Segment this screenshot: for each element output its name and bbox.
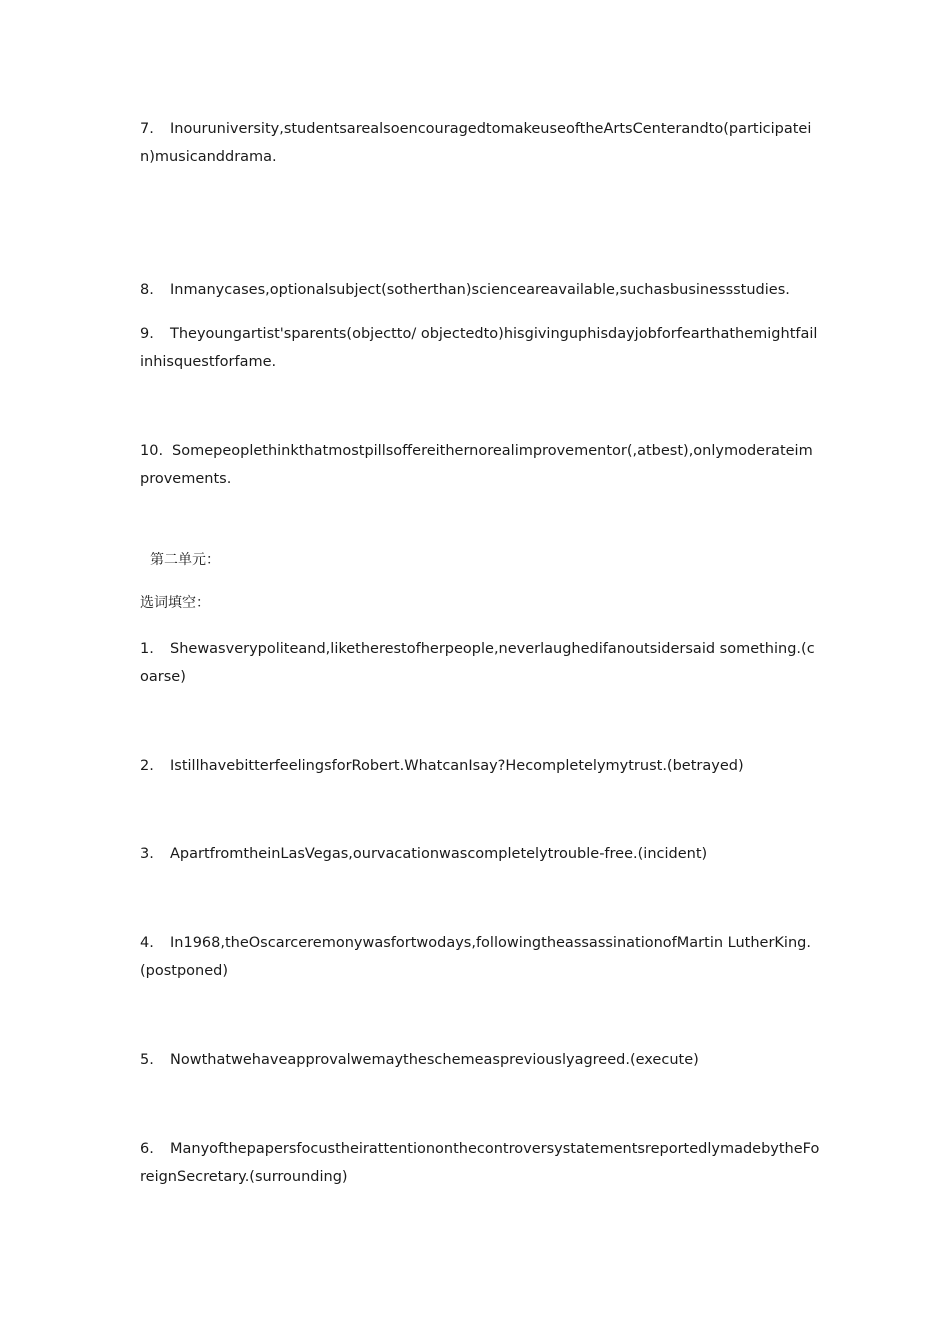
list-item-1 (140, 635, 820, 691)
item-number: 8. (140, 282, 154, 298)
item-number: 6. (140, 1141, 154, 1157)
list-item-2 (140, 752, 820, 780)
list-item-10 (140, 437, 820, 493)
item-text: ManyofthepapersfocustheirattentiononthecontroversystatementsreportedlymadebytheForeignSecretary.(surrounding) (140, 1141, 820, 1185)
item-text: Inmanycases,optionalsubject(sotherthan)scienceareavailable,suchasbusinessstudies. (170, 282, 790, 298)
list-item-8 (140, 276, 820, 304)
item-number: 10. (140, 443, 164, 459)
item-number: 3. (140, 846, 154, 862)
section-subtitle: 选词填空： (140, 595, 210, 611)
list-item-5 (140, 1046, 820, 1074)
list-item-9 (140, 320, 820, 376)
item-text: Shewasverypoliteand,liketherestofherpeople,neverlaughedifanoutsidersaid something.(coarse) (140, 641, 815, 685)
item-number: 1. (140, 641, 154, 657)
item-number: 5. (140, 1052, 154, 1068)
item-text: IstillhavebitterfeelingsforRobert.WhatcanIsay?Hecompletelymytrust.(betrayed) (170, 758, 744, 774)
item-number: 9. (140, 326, 154, 342)
item-number: 2. (140, 758, 154, 774)
section-title: 第二单元： (150, 552, 220, 568)
item-text: Inouruniversity,studentsarealsoencouragedtomakeuseoftheArtsCenterandto(participatein)musicanddrama. (140, 121, 812, 165)
list-item-4 (140, 929, 820, 985)
item-text: In1968,theOscarceremonywasfortwodays,followingtheassassinationofMartin LutherKing.(postponed) (140, 935, 811, 979)
item-text: ApartfromtheinLasVegas,ourvacationwascompletelytrouble-free.(incident) (170, 846, 708, 862)
item-text: Theyoungartist'sparents(objectto/ objectedto)hisgivinguphisdayjobforfearthathemightfailinhisquestforfame. (140, 326, 818, 370)
item-text: Nowthatwehaveapprovalwemaytheschemeaspreviouslyagreed.(execute) (170, 1052, 699, 1068)
item-number: 4. (140, 935, 154, 951)
item-text: Somepeoplethinkthatmostpillsoffereithernorealimprovementor(,atbest),onlymoderateimprovements. (140, 443, 813, 487)
list-item-6 (140, 1135, 820, 1191)
list-item-7 (140, 115, 820, 171)
item-number: 7. (140, 121, 154, 137)
list-item-3 (140, 840, 820, 868)
